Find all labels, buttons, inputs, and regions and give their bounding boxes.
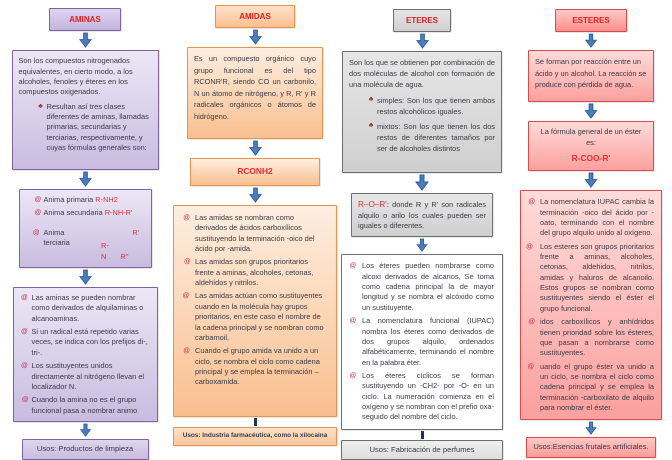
at-bullet-icon: @ bbox=[349, 371, 357, 380]
esteres-usos-text: Usos:Esencias frutales artificiales. bbox=[533, 442, 649, 452]
amidas-usos-text: Usos: Industria farmacéutica, como la xilocaina bbox=[182, 431, 328, 439]
tertiary-amine-structure bbox=[101, 228, 145, 262]
aminas-intro-bullet: Resultan así tres clases diferentes de aminas, llamadas primarias, secundarias y terciarias, respectivamente, y cuyas fórmulas generales son: bbox=[46, 101, 149, 153]
esteres-title: ESTERES bbox=[572, 16, 610, 25]
arrow-down-icon bbox=[584, 104, 598, 119]
rule-item: La nomenclatura funcional (IUPAC) nombra los éteres como derivados de dos grupos alquilo, ordenados alfabéticamente, terminando el nombre en la palabra éter. bbox=[362, 316, 494, 367]
aminas-intro-box bbox=[12, 50, 159, 170]
amidas-usos-box bbox=[173, 427, 337, 446]
eteres-formula-rest: : donde R y R' son radicales alquilo o arilo los cuales pueden ser iguales o diferentes. bbox=[358, 200, 486, 231]
aminas-formulas-box bbox=[19, 189, 152, 268]
aminas-usos-text: Usos: Productos de limpieza bbox=[36, 443, 134, 453]
primary-amine-formula: R-NH2 bbox=[95, 195, 118, 205]
arrow-down-icon bbox=[249, 141, 262, 156]
eteres-intro-box bbox=[342, 51, 502, 173]
eteres-rules-box bbox=[341, 254, 503, 429]
rule-item: Las amidas actúan como sustituyentes cuando en la molécula hay grupos prioritarios, en este caso el nombre de la cadena principal y se nombran como carbamoil. bbox=[195, 291, 324, 342]
esteres-formula-intro: La fórmula general de un éster es: bbox=[540, 127, 642, 147]
rule-item: Los esteres son grupos prioritarios frente a aminas, alcoholes, cetonas, aldehidos, nitrilos, amidas y haluros de alcanoilo. Estos grupos se nombran como sustituyentes siendo el éster el grupo funcional. bbox=[540, 241, 654, 313]
amidas-desc-box bbox=[187, 47, 323, 139]
esteres-rules-box bbox=[520, 190, 662, 420]
rule-item: Cuando la amina no es el grupo funcional pasa a nombrar animo bbox=[31, 395, 138, 415]
aminas-title-box bbox=[49, 8, 121, 31]
eteres-intro-text: Son los que se obtienen por combinación de dos moléculas de alcohol con formación de una molécula de agua. bbox=[349, 58, 495, 90]
esteres-desc-text: Se forman por reacción entre un ácido y un alcohol. La reacción se produce con pérdida de agua. bbox=[535, 57, 647, 90]
list-bullet-icon: ♣ bbox=[368, 121, 374, 129]
at-bullet-icon: @ bbox=[20, 361, 28, 370]
secondary-amine-label: Anima secundaria bbox=[43, 207, 103, 217]
at-bullet-icon: @ bbox=[31, 228, 40, 237]
rule-item: Las aminas se pueden nombrar como derivados de alquilaminas o alcanoaminas. bbox=[31, 292, 144, 323]
amidas-formula-box bbox=[190, 158, 320, 186]
amidas-title-box bbox=[215, 5, 295, 28]
at-bullet-icon: @ bbox=[527, 362, 535, 371]
list-bullet-icon: ♣ bbox=[368, 95, 374, 103]
tertiary-r-top: R' bbox=[132, 227, 140, 237]
arrow-down-icon bbox=[585, 422, 597, 435]
arrow-down-icon bbox=[79, 424, 92, 437]
primary-amine-label: Anima primaria bbox=[43, 195, 94, 205]
eteres-title-box bbox=[393, 9, 451, 32]
tertiary-r-right: R'' bbox=[120, 251, 129, 261]
rule-item: Si un radical está repetido varias veces, se indica con los prefijos di-, tri-. bbox=[31, 327, 148, 357]
rule-item: Los sustituyentes unidos directamente al nitrógeno llevan el localizador N. bbox=[31, 361, 145, 391]
esteres-desc-box bbox=[528, 50, 654, 102]
tertiary-amine-label: Anima terciaria bbox=[43, 227, 70, 248]
rule-item: Las amidas se nombran como derivados de ácidos carboxílicos sustituyendo la terminación -oico del ácido por -amida. bbox=[195, 212, 315, 254]
amidas-desc-text: Es un compuesto orgánico cuyo grupo funcional es del tipo RCONR'R, siendo CO un carbonilo, N un átomo de nitrógeno, y R, R' y R radicales orgánicos o átomos de hidrógeno. bbox=[194, 54, 316, 121]
connector-line bbox=[421, 431, 424, 439]
amidas-rules-box bbox=[173, 205, 337, 417]
arrow-down-icon bbox=[415, 175, 429, 191]
eteres-intro-bullet: simples: Son los que tienen ambos restos alcohólicos iguales. bbox=[377, 95, 495, 116]
column-amidas bbox=[172, 0, 338, 446]
amidas-title: AMIDAS bbox=[239, 12, 271, 21]
eteres-usos-text: Usos: Fabricación de perfumes bbox=[369, 444, 475, 454]
at-bullet-icon: @ bbox=[527, 197, 536, 206]
rule-item: Los éteres pueden nombrarse como alcoxi derivados de alcanos, Se toma como cadena principal la de mayor longitud y se nombra el alcóxido como un sustituyente. bbox=[362, 261, 494, 312]
rule-item: Cuando el grupo amida va unido a un ciclo, se nombra el ciclo como cadena principal y se emplea la terminación – carboxamida. bbox=[195, 346, 320, 387]
amidas-formula: RCONH2 bbox=[237, 166, 273, 177]
eteres-usos-box bbox=[341, 440, 503, 460]
rule-item: Los éteres cíclicos se forman sustituyendo un -CH2- por -O- en un ciclo. La numeración comienza en el oxígeno y se nombran con el prefio oxa- seguido del nombre del ciclo. bbox=[362, 370, 494, 422]
arrow-down-icon bbox=[79, 33, 92, 48]
esteres-formula: R-COO-R' bbox=[571, 152, 611, 163]
esteres-title-box bbox=[555, 9, 627, 32]
at-bullet-icon: @ bbox=[20, 395, 29, 404]
arrow-down-icon bbox=[249, 30, 262, 45]
arrow-down-icon bbox=[79, 270, 92, 285]
aminas-intro-text: Son los compuestos nitrogenados equivalentes, en cierto modo, a los alcoholes, fenoles y éteres en los compuestos oxigenados. bbox=[18, 56, 133, 97]
aminas-usos-box bbox=[22, 439, 149, 460]
at-bullet-icon: @ bbox=[349, 262, 357, 271]
arrow-down-icon bbox=[79, 172, 92, 187]
column-eteres bbox=[340, 0, 504, 460]
arrow-down-icon bbox=[416, 239, 428, 252]
arrow-down-icon bbox=[249, 188, 262, 203]
list-bullet-icon: ♣ bbox=[38, 102, 43, 110]
connector-line bbox=[254, 418, 257, 426]
at-bullet-icon: @ bbox=[182, 213, 191, 222]
esteres-formula-box bbox=[528, 121, 654, 171]
at-bullet-icon: @ bbox=[33, 208, 42, 216]
aminas-rules-box bbox=[13, 287, 158, 422]
arrow-down-icon bbox=[584, 34, 598, 48]
at-bullet-icon: @ bbox=[525, 242, 534, 251]
rule-item: idos carboxílicos y anhídridos tienen prioridad sobre los ésteres, que pasan a nombrarse como sustituyentes. bbox=[540, 317, 654, 358]
eteres-formula: R–O–R' bbox=[358, 200, 387, 210]
at-bullet-icon: @ bbox=[183, 258, 192, 266]
at-bullet-icon: @ bbox=[527, 317, 536, 326]
at-bullet-icon: @ bbox=[182, 292, 190, 301]
rule-item: Las amidas son grupos prioritarios frente a aminas, alcoholes, cetonas, aldehídos y nitrilos. bbox=[195, 257, 314, 288]
arrow-down-icon bbox=[584, 173, 598, 188]
at-bullet-icon: @ bbox=[20, 293, 28, 302]
at-bullet-icon: @ bbox=[20, 327, 28, 336]
secondary-amine-formula: R-NH-R' bbox=[104, 207, 133, 217]
column-esteres bbox=[516, 0, 666, 458]
at-bullet-icon: @ bbox=[182, 346, 191, 355]
eteres-title: ETERES bbox=[405, 16, 438, 25]
at-bullet-icon: @ bbox=[33, 195, 42, 204]
column-aminas bbox=[6, 0, 164, 460]
rule-item: La nomenclatura IUPAC cambia la terminación -oico del ácido por -oato, terminando con el nombre del grupo alquilo unido al oxígeno. bbox=[540, 197, 654, 238]
tertiary-r-left: R-N bbox=[101, 241, 109, 261]
rule-item: uando el grupo éster va unido a un ciclo, se nombra el ciclo como cadena principal y se emplea la terminación -carboxilato de alquilo para nombrar el éster. bbox=[540, 361, 654, 413]
aminas-title: AMINAS bbox=[69, 15, 101, 24]
arrow-down-icon bbox=[416, 34, 429, 49]
eteres-intro-bullet: mixtos: Son los que tienen los dos restos de diferentes tamaños por ser de alcoholes distintos bbox=[377, 121, 495, 153]
esteres-usos-box bbox=[526, 437, 656, 458]
at-bullet-icon: @ bbox=[349, 316, 357, 325]
eteres-formula-box bbox=[351, 193, 493, 237]
